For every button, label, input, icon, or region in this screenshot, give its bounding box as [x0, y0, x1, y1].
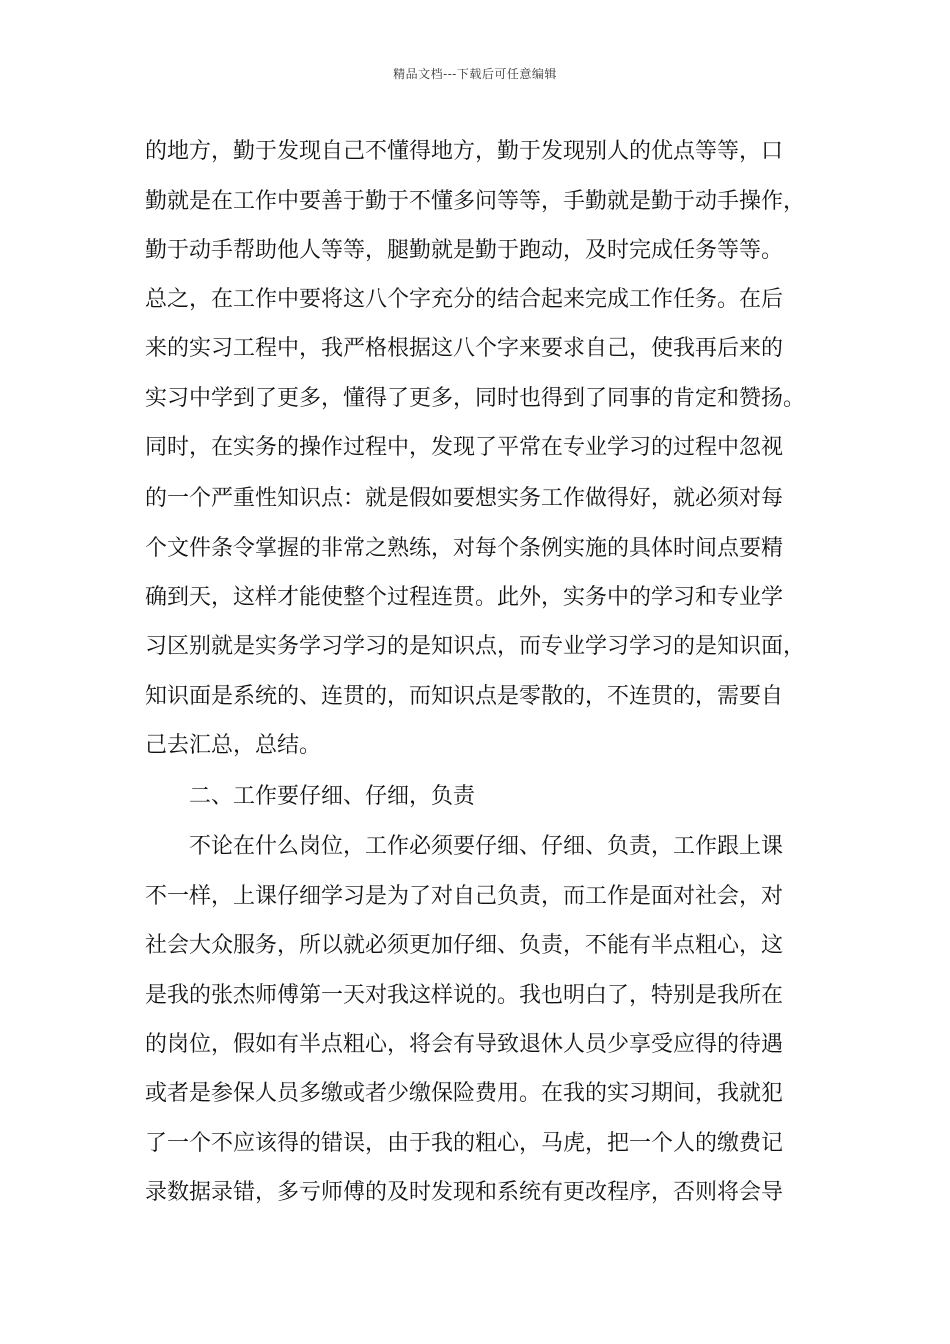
- text-line: 了一个不应该得的错误，由于我的粗心，马虎，把一个人的缴费记: [145, 1131, 784, 1156]
- text-line: 勤就是在工作中要善于勤于不懂多问等等，手勤就是勤于动手操作，: [145, 189, 806, 214]
- text-line: 是我的张杰师傅第一天对我这样说的。我也明白了，特别是我所在: [145, 983, 784, 1008]
- text-line: 录数据录错，多亏师傅的及时发现和系统有更改程序，否则将会导: [145, 1180, 784, 1205]
- text-line: 确到天，这样才能使整个过程连贯。此外，实务中的学习和专业学: [145, 585, 784, 610]
- text-line: 的地方，勤于发现自己不懂得地方，勤于发现别人的优点等等，口: [145, 139, 784, 164]
- text-line: 的一个严重性知识点：就是假如要想实务工作做得好，就必须对每: [145, 486, 784, 511]
- section-heading: 二、工作要仔细、仔细，负责: [189, 784, 476, 809]
- text-line: 不一样，上课仔细学习是为了对自己负责，而工作是面对社会，对: [145, 884, 784, 909]
- paragraph-first-line: 不论在什么岗位，工作必须要仔细、仔细、负责，工作跟上课: [189, 834, 784, 859]
- text-line: 或者是参保人员多缴或者少缴保险费用。在我的实习期间，我就犯: [145, 1081, 784, 1106]
- text-line: 知识面是系统的、连贯的，而知识点是零散的，不连贯的，需要自: [145, 684, 784, 709]
- text-line: 同时，在实务的操作过程中，发现了平常在专业学习的过程中忽视: [145, 435, 784, 460]
- text-line: 勤于动手帮助他人等等，腿勤就是勤于跑动，及时完成任务等等。: [145, 238, 784, 263]
- text-line: 总之，在工作中要将这八个字充分的结合起来完成工作任务。在后: [145, 287, 784, 312]
- text-line: 个文件条令掌握的非常之熟练，对每个条例实施的具体时间点要精: [145, 536, 784, 561]
- text-line: 社会大众服务，所以就必须更加仔细、负责，不能有半点粗心，这: [145, 933, 784, 958]
- text-line: 的岗位，假如有半点粗心，将会有导致退休人员少享受应得的待遇: [145, 1032, 784, 1057]
- text-line: 实习中学到了更多，懂得了更多，同时也得到了同事的肯定和赞扬。: [145, 386, 806, 411]
- text-line: 来的实习工程中，我严格根据这八个字来要求自己，使我再后来的: [145, 336, 784, 361]
- text-line: 己去汇总，总结。: [145, 733, 322, 758]
- text-line: 习区别就是实务学习学习的是知识点，而专业学习学习的是知识面，: [145, 634, 806, 659]
- page-header: 精品文档---下载后可任意编辑: [393, 67, 557, 81]
